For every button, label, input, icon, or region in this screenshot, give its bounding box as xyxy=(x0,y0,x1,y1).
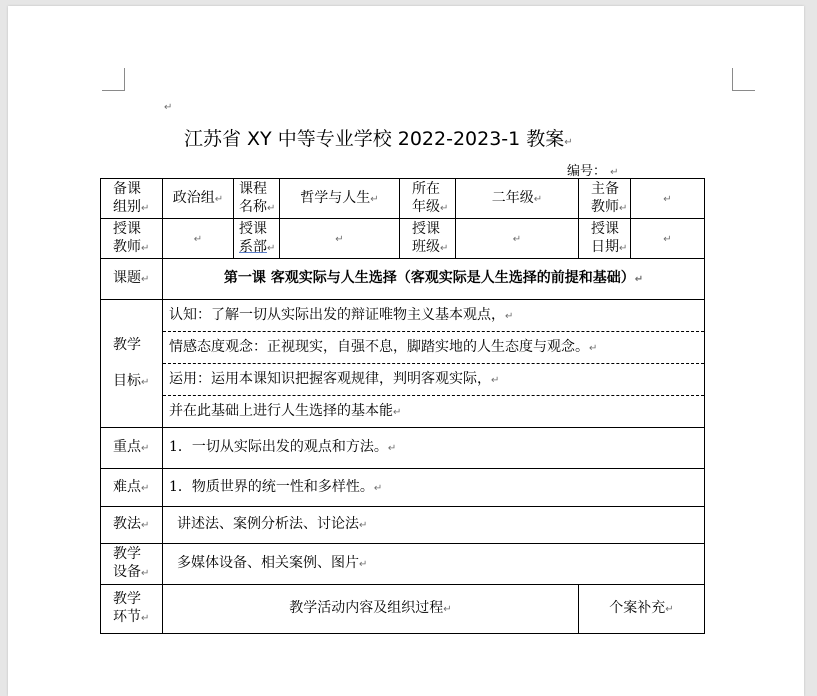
objectives-label-cell[interactable]: 教学 目标↵ xyxy=(101,300,163,428)
teacher-value-cell[interactable]: ↵ xyxy=(163,219,234,259)
lead-teacher-value-cell[interactable]: ↵ xyxy=(631,179,705,219)
document-title[interactable] xyxy=(184,124,573,151)
page-corner-mark-top-left xyxy=(102,68,125,91)
number-field[interactable] xyxy=(567,160,619,179)
stages-supplement-header-cell[interactable]: 个案补充↵ xyxy=(579,585,705,634)
stages-label-cell[interactable]: 教学 环节↵ xyxy=(101,585,163,634)
difficulty-label-cell[interactable]: 难点↵ xyxy=(101,469,163,507)
objectives-content-cell[interactable] xyxy=(163,300,705,428)
topic-value-cell[interactable]: 第一课 客观实际与人生选择（客观实际是人生选择的前提和基础）↵ xyxy=(163,259,705,300)
faculty-value-cell[interactable]: ↵ xyxy=(280,219,400,259)
paragraph-mark: ↵ xyxy=(610,167,619,178)
objective-line-attitude: 情感态度观念：正视现实，自强不息，脚踏实地的人生态度与观念。↵ xyxy=(163,332,704,364)
table-row xyxy=(101,300,705,428)
objective-line-ability: 并在此基础上进行人生选择的基本能↵ xyxy=(169,403,402,419)
date-label-cell[interactable]: 授课 日期↵ xyxy=(579,219,631,259)
dept-label-cell[interactable]: 备课 组别↵ xyxy=(101,179,163,219)
equipment-value-cell[interactable]: 多媒体设备、相关案例、图片↵ xyxy=(163,544,705,585)
course-label-cell[interactable]: 课程 名称↵ xyxy=(234,179,280,219)
table-row xyxy=(101,544,705,585)
key-point-label-cell[interactable]: 重点↵ xyxy=(101,428,163,469)
page-corner-mark-top-right xyxy=(732,68,755,91)
key-point-value-cell[interactable]: 1．一切从实际出发的观点和方法。↵ xyxy=(163,428,705,469)
lead-teacher-label-cell[interactable]: 主备 教师↵ xyxy=(579,179,631,219)
equipment-label-cell[interactable]: 教学 设备↵ xyxy=(101,544,163,585)
topic-label-cell[interactable]: 课题↵ xyxy=(101,259,163,300)
title-text: 江苏省 XY 中等专业学校 2022-2023-1 教案 xyxy=(184,128,565,150)
paragraph-mark: ↵ xyxy=(564,137,573,148)
table-row xyxy=(101,179,705,219)
grade-label-cell[interactable]: 所在 年级↵ xyxy=(400,179,456,219)
stages-content-header-cell[interactable]: 教学活动内容及组织过程↵ xyxy=(163,585,579,634)
course-value-cell[interactable]: 哲学与人生↵ xyxy=(280,179,400,219)
table-row xyxy=(101,428,705,469)
faculty-label-cell[interactable]: 授课 系部↵ xyxy=(234,219,280,259)
dept-value-cell[interactable]: 政治组↵ xyxy=(163,179,234,219)
grade-value-cell[interactable]: 二年级↵ xyxy=(456,179,579,219)
class-value-cell[interactable]: ↵ xyxy=(456,219,579,259)
difficulty-value-cell[interactable]: 1．物质世界的统一性和多样性。↵ xyxy=(163,469,705,507)
objective-line-application: 运用：运用本课知识把握客观规律，判明客观实际，↵ xyxy=(163,364,704,396)
table-row xyxy=(101,585,705,634)
table-row xyxy=(101,507,705,544)
date-value-cell[interactable]: ↵ xyxy=(631,219,705,259)
table-row xyxy=(101,469,705,507)
paragraph-mark: ↵ xyxy=(164,102,173,113)
table-row xyxy=(101,219,705,259)
method-label-cell[interactable]: 教法↵ xyxy=(101,507,163,544)
method-value-cell[interactable]: 讲述法、案例分析法、讨论法↵ xyxy=(163,507,705,544)
objective-line-cognition: 认知：了解一切从实际出发的辩证唯物主义基本观点，↵ xyxy=(163,300,704,332)
teacher-label-cell[interactable]: 授课 教师↵ xyxy=(101,219,163,259)
class-label-cell[interactable]: 授课 班级↵ xyxy=(400,219,456,259)
document-page xyxy=(8,6,804,696)
table-row xyxy=(101,259,705,300)
number-label: 编号： xyxy=(567,164,607,179)
lesson-plan-table xyxy=(100,178,705,634)
